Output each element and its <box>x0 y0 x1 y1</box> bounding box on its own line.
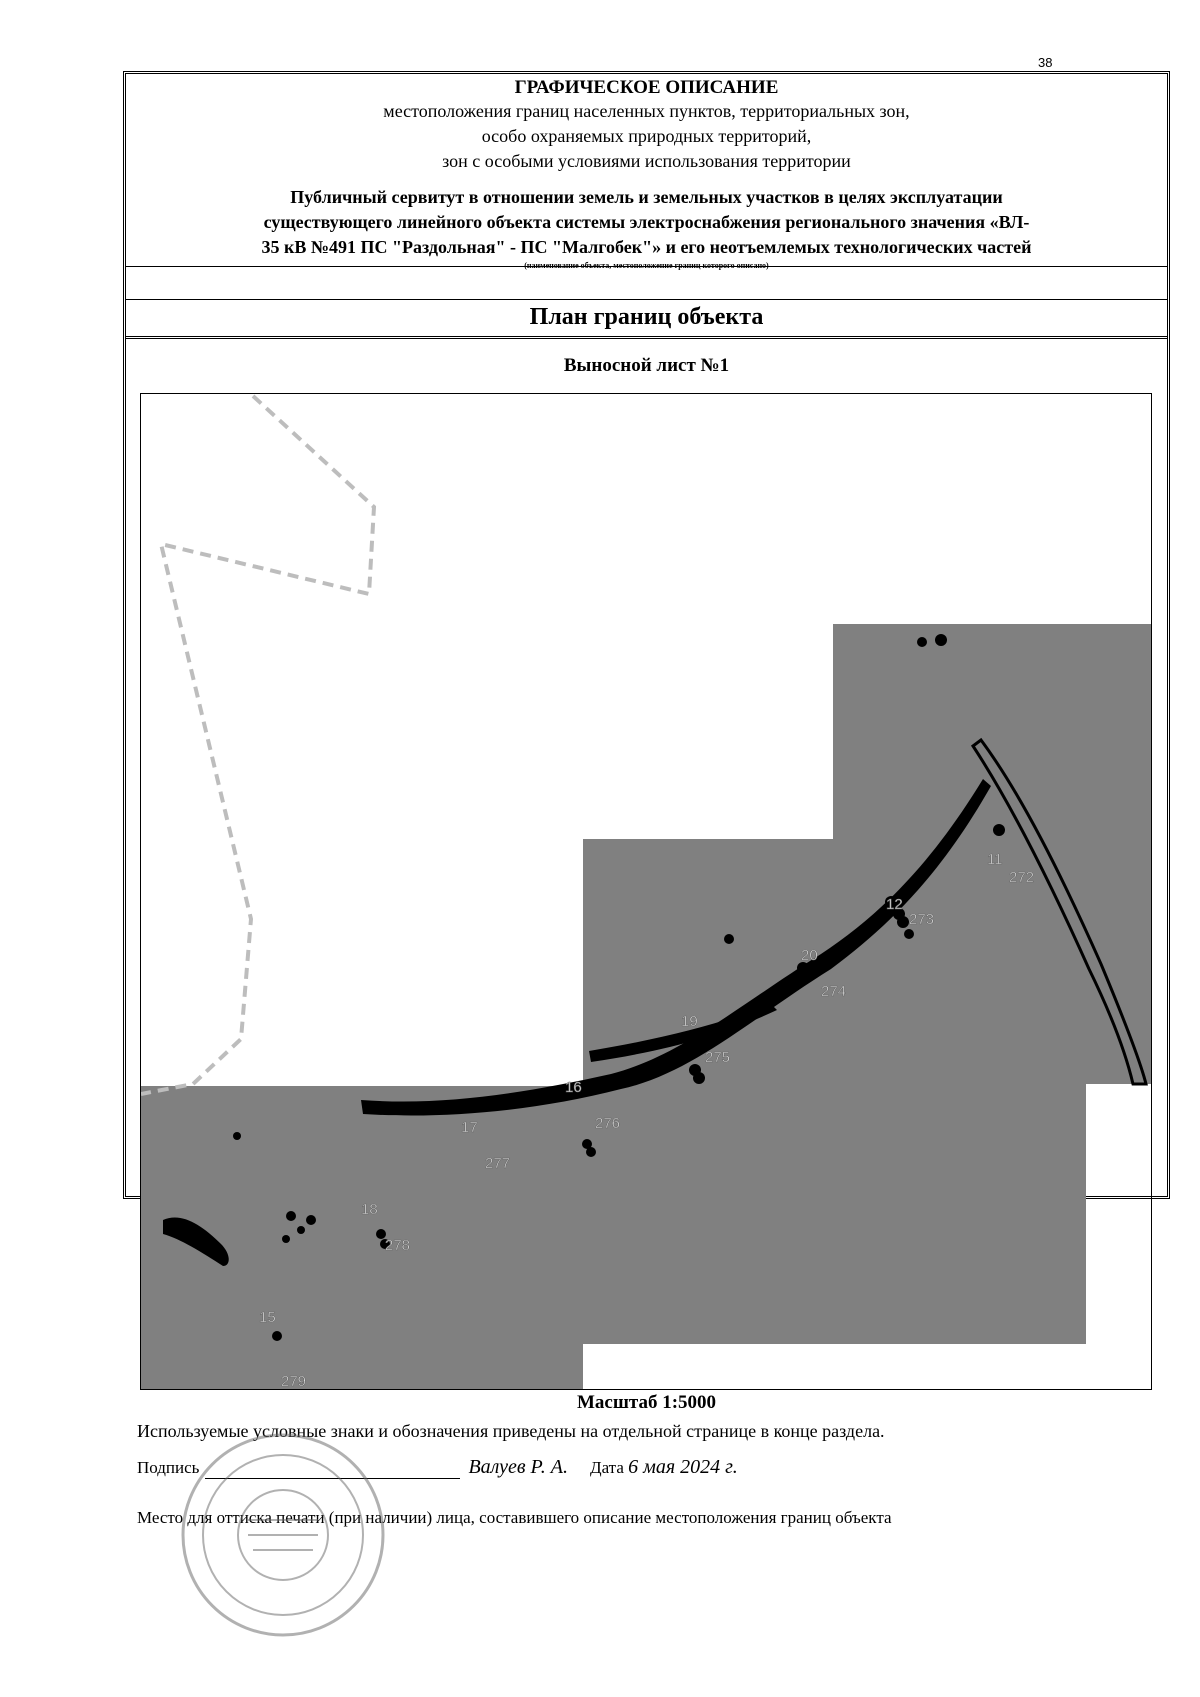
plan-title: План границ объекта <box>529 304 764 330</box>
point-label: 16 <box>565 1079 582 1096</box>
point-label: 274 <box>821 983 847 1000</box>
object-name-line-1: Публичный сервитут в отношении земель и земельных участков в целях эксплуатации <box>290 187 1003 207</box>
point-label: 20 <box>801 947 818 964</box>
pole-point <box>272 1331 282 1341</box>
header-subtitle-3: зон с особыми условиями использования территории <box>442 151 851 171</box>
terrain-feature <box>286 1211 296 1221</box>
point-label: 275 <box>705 1049 731 1066</box>
point-label: 279 <box>281 1373 307 1390</box>
point-label: 15 <box>259 1309 276 1326</box>
point-label: 272 <box>1009 869 1035 886</box>
header-subtitle-1: местоположения границ населенных пунктов, территориальных зон, <box>383 101 910 121</box>
seal-stamp <box>178 1430 388 1640</box>
boundary-line <box>141 396 374 1094</box>
pole-point <box>897 916 909 928</box>
point-label: 277 <box>485 1155 511 1172</box>
object-name-note: (наименование объекта, местоположение границ которого описано) <box>524 261 769 270</box>
terrain-feature <box>917 637 927 647</box>
signer-name: Валуев Р. А. <box>468 1456 568 1478</box>
legend-note: Используемые условные знаки и обозначения приведены на отдельной странице в конце раздела. <box>137 1421 885 1441</box>
divider <box>126 266 1167 267</box>
header-subtitle-2: особо охраняемых природных территорий, <box>481 126 812 146</box>
divider <box>126 299 1167 300</box>
point-label: 17 <box>461 1119 478 1136</box>
sheet-title: Выносной лист №1 <box>563 355 730 376</box>
header-block <box>127 75 1166 270</box>
terrain-feature <box>233 1132 241 1140</box>
point-label: 278 <box>385 1237 411 1254</box>
header-title: ГРАФИЧЕСКОЕ ОПИСАНИЕ <box>514 77 779 98</box>
map-raster-area <box>141 624 1151 1390</box>
point-label: 276 <box>595 1115 621 1132</box>
pole-point <box>693 1072 705 1084</box>
point-label: 12 <box>886 896 903 913</box>
terrain-feature <box>282 1235 290 1243</box>
pole-point <box>802 970 814 982</box>
pole-point <box>586 1147 596 1157</box>
object-name-line-3: 35 кВ №491 ПС "Раздольная" - ПС "Малгобек"» и его неотъемлемых технологических частей <box>261 237 1032 257</box>
terrain-feature <box>724 934 734 944</box>
page-number: 38 <box>1038 55 1053 70</box>
signature-label: Подпись <box>137 1458 200 1477</box>
map-view[interactable] <box>140 393 1152 1390</box>
stamp-place-note: Место для оттиска печати (при наличии) лица, составившего описание местоположения границ объекта <box>137 1508 892 1527</box>
terrain-feature <box>904 929 914 939</box>
divider <box>126 336 1167 339</box>
terrain-feature <box>306 1215 316 1225</box>
date-value: 6 мая 2024 г. <box>628 1456 738 1478</box>
map-canvas <box>141 394 1152 1390</box>
terrain-feature <box>297 1226 305 1234</box>
map-scale: Масштаб 1:5000 <box>576 1392 717 1413</box>
terrain-feature <box>935 634 947 646</box>
point-label: 18 <box>361 1201 378 1218</box>
point-label: 273 <box>909 911 935 928</box>
pole-point <box>993 824 1005 836</box>
date-label: Дата <box>589 1458 624 1477</box>
object-name <box>127 185 1166 260</box>
object-name-line-2: существующего линейного объекта системы электроснабжения регионального значения «ВЛ- <box>263 212 1030 232</box>
point-label: 19 <box>681 1013 698 1030</box>
point-label: 11 <box>987 851 1003 868</box>
